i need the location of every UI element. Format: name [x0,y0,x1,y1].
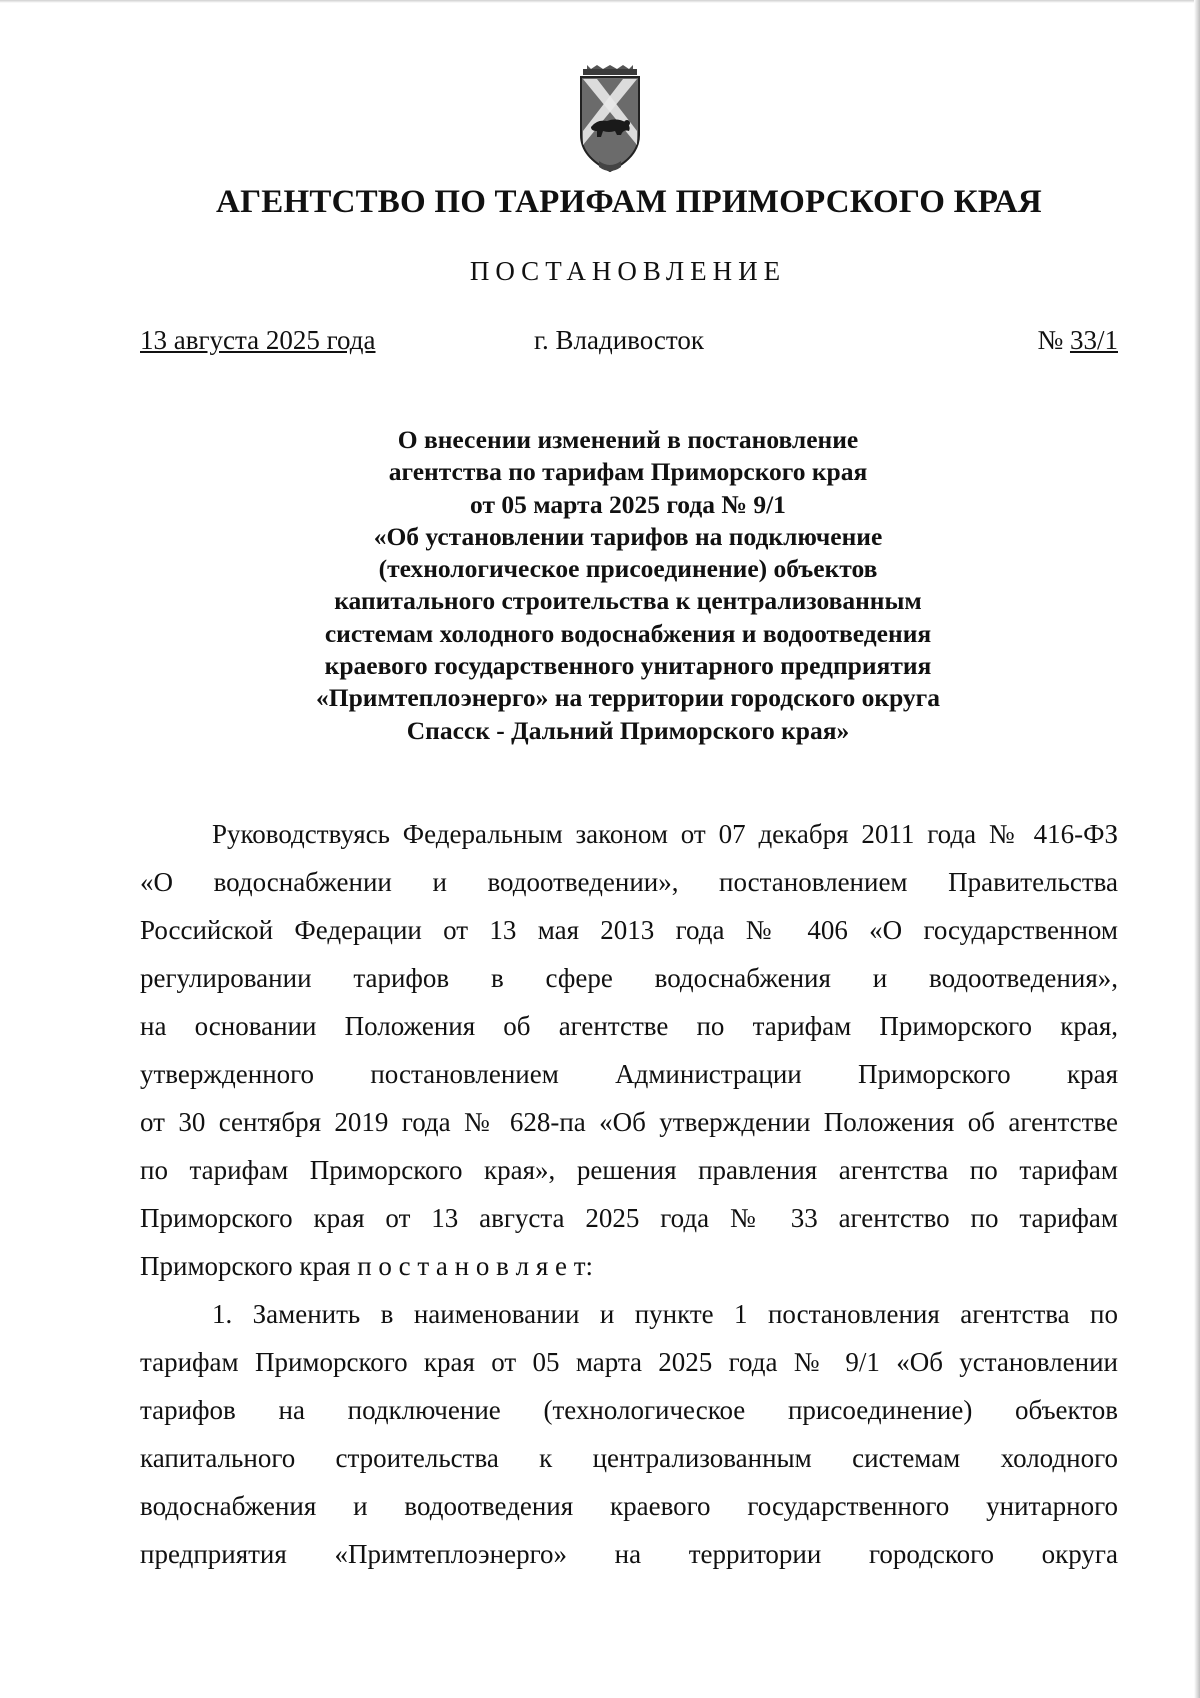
document-subject [200,424,1056,747]
document-date: 13 августа 2025 года [140,325,376,355]
number-prefix: № [1037,325,1064,355]
document-meta-row [140,325,1118,359]
resolves-prefix: Приморского края [140,1251,351,1281]
subject-line: системам холодного водоснабжения и водоотведения [324,618,932,648]
clause-1-paragraph [140,1290,1118,1578]
body-line: регулировании тарифов в сфере водоснабжения и водоотведения», [140,963,1118,993]
body-line: 1. Заменить в наименовании и пункте 1 постановления агентства по [212,1299,1118,1329]
body-line: по тарифам Приморского края», решения правления агентства по тарифам [140,1155,1118,1185]
body-line: «О водоснабжении и водоотведении», постановлением Правительства [140,867,1118,897]
number-value: 33/1 [1069,325,1118,355]
document-type: ПОСТАНОВЛЕНИЕ [469,256,787,286]
subject-line: от 05 марта 2025 года № 9/1 [470,489,786,519]
body-line: предприятия «Примтеплоэнерго» на территории городского округа [140,1539,1118,1569]
coat-of-arms-icon [577,65,643,177]
subject-line: «Об установлении тарифов на подключение [373,521,883,551]
document-body [140,810,1118,1578]
subject-line: (технологическое присоединение) объектов [378,554,878,584]
subject-line: капитального строительства к централизованным [334,586,922,616]
subject-line: агентства по тарифам Приморского края [388,457,868,487]
agency-title: АГЕНТСТВО ПО ТАРИФАМ ПРИМОРСКОГО КРАЯ [216,184,1042,220]
resolves-word: п о с т а н о в л я е т: [357,1251,594,1281]
body-line: от 30 сентября 2019 года № 628-па «Об утверждении Положения об агентстве [140,1107,1118,1137]
subject-line: Спасск - Дальний Приморского края» [406,715,850,745]
body-line: на основании Положения об агентстве по тарифам Приморского края, [140,1011,1118,1041]
body-line: тарифам Приморского края от 05 марта 2025 года № 9/1 «Об установлении [140,1347,1118,1377]
body-line: тарифов на подключение (технологическое присоединение) объектов [140,1395,1118,1425]
subject-line: краевого государственного унитарного предприятия [324,651,932,681]
body-line: утвержденного постановлением Администрации Приморского края [140,1059,1118,1089]
document-number [1037,325,1118,356]
scan-edge-right [1194,0,1200,1698]
body-line: Руководствуясь Федеральным законом от 07 декабря 2011 года № 416-ФЗ [212,819,1118,849]
body-line: Российской Федерации от 13 мая 2013 года № 406 «О государственном [140,915,1118,945]
body-line-resolves [140,1242,1118,1290]
scan-edge-top [0,0,1200,3]
subject-line: О внесении изменений в постановление [397,425,859,454]
body-line: Приморского края от 13 августа 2025 года № 33 агентство по тарифам [140,1203,1118,1233]
body-line: капитального строительства к централизованным системам холодного [140,1443,1118,1473]
subject-line: «Примтеплоэнерго» на территории городского округа [315,683,940,713]
document-city: г. Владивосток [534,325,704,355]
body-line: водоснабжения и водоотведения краевого государственного унитарного [140,1491,1118,1521]
preamble-paragraph [140,810,1118,1290]
